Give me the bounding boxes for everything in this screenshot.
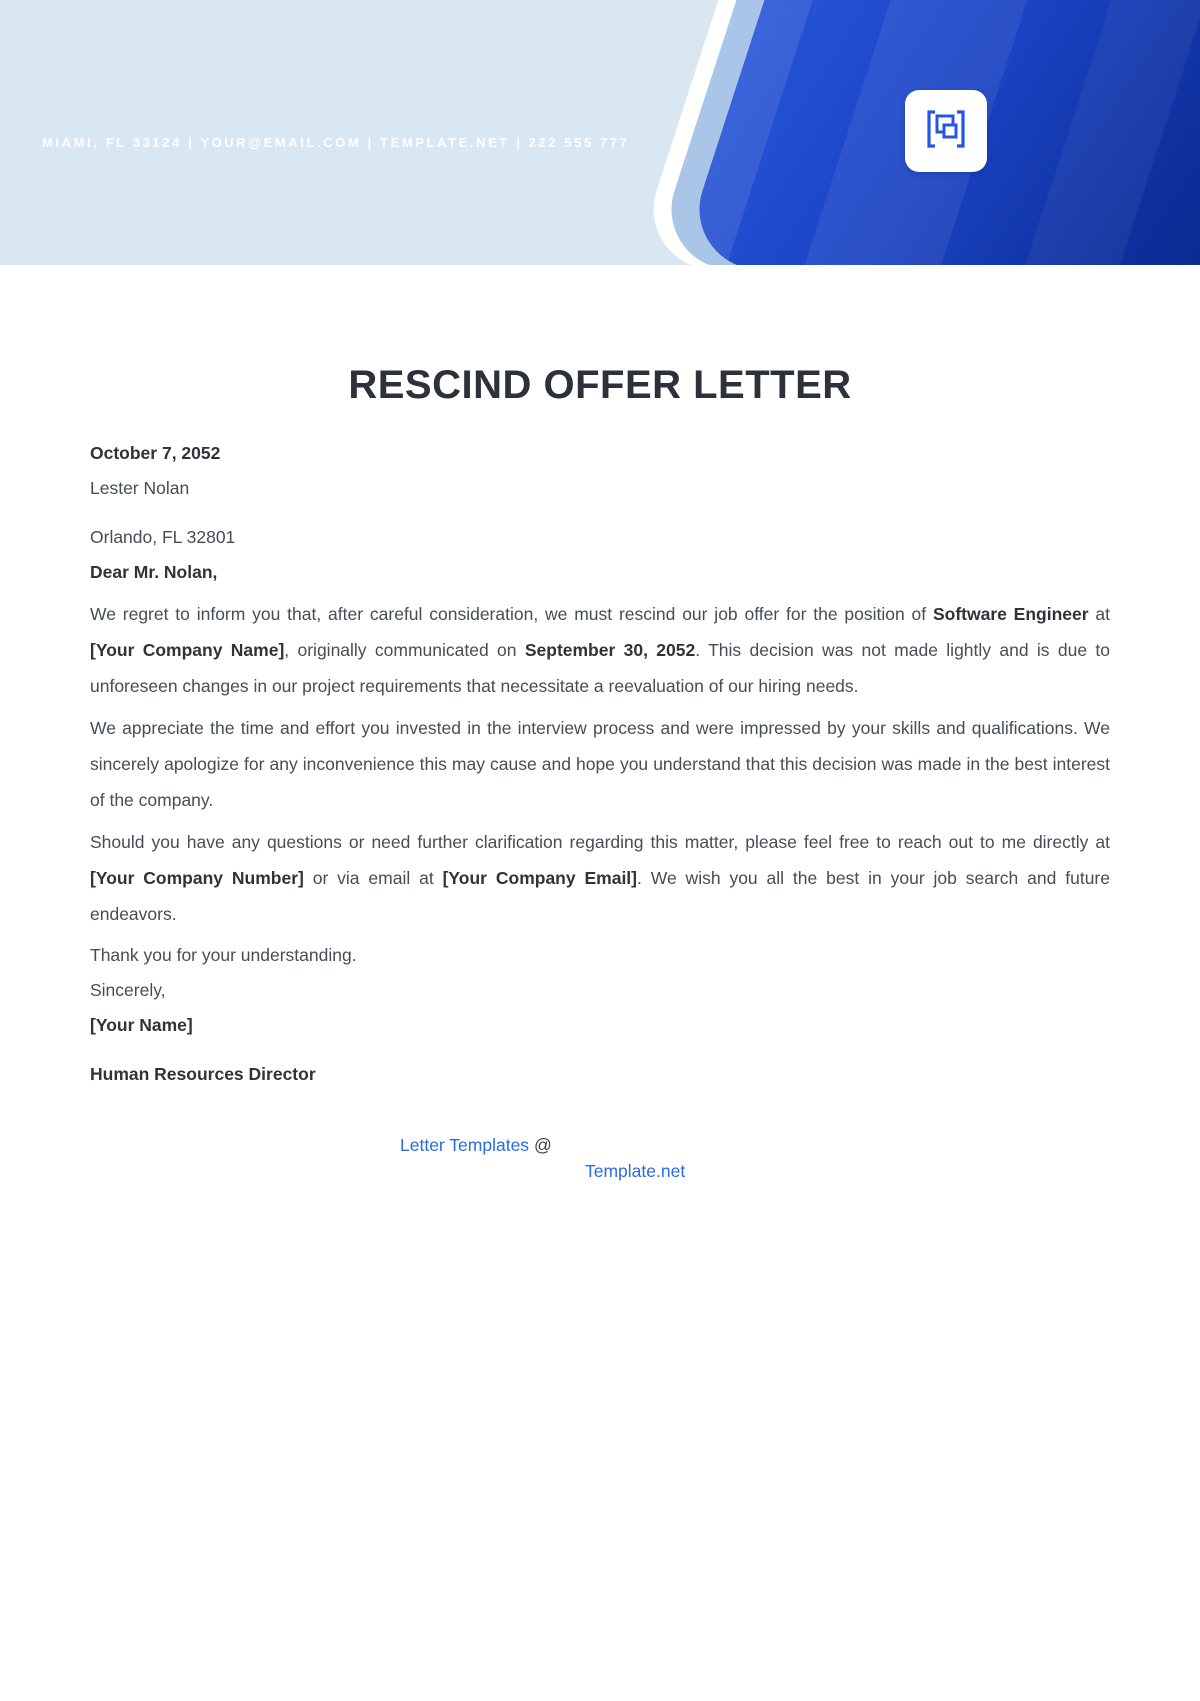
closing-thanks: Thank you for your understanding. — [90, 945, 357, 965]
recipient-address: Orlando, FL 32801 — [90, 527, 236, 547]
at-symbol: @ — [533, 1135, 552, 1155]
letter-templates-link[interactable]: Letter Templates — [400, 1135, 530, 1155]
text-run: , originally communicated on — [284, 640, 525, 660]
paragraph-contact — [90, 824, 1110, 932]
date-line: October 7, 2052 — [90, 443, 221, 463]
attribution-line-1 — [400, 1132, 1110, 1158]
spacer — [90, 506, 1110, 520]
text-run: We regret to inform you that, after careful consideration, we must rescind our job offer for the position of — [90, 604, 933, 624]
paragraph-apology — [90, 710, 1110, 818]
signature-name: [Your Name] — [90, 1015, 193, 1035]
company-name-placeholder: [Your Company Name] — [90, 640, 285, 660]
signature-title: Human Resources Director — [90, 1064, 316, 1084]
spacer — [90, 1043, 1110, 1057]
text-run: . This decision was not made lightly and is due to unforeseen changes in our project requirements that necessitate a reevaluation of our hiring needs. — [90, 640, 1111, 696]
letterhead — [0, 0, 1200, 265]
position-name: Software Engineer — [932, 604, 1089, 624]
text-run: . We wish you all the best in your job search and future endeavors. — [90, 868, 1110, 924]
contact-line: MIAMI, FL 33124 | YOUR@EMAIL.COM | TEMPLATE.NET | 222 555 777 — [42, 135, 630, 150]
text-run: or via email at — [303, 868, 443, 888]
text-run: Should you have any questions or need further clarification regarding this matter, please feel free to reach out to me directly at — [90, 832, 1110, 852]
footer-attribution — [90, 1132, 1110, 1184]
offer-date: September 30, 2052 — [524, 640, 696, 660]
salutation: Dear Mr. Nolan, — [90, 562, 218, 582]
brand-logo — [905, 90, 987, 172]
template-net-link[interactable]: Template.net — [585, 1161, 686, 1181]
inner-stripe — [998, 0, 1200, 265]
company-number-placeholder: [Your Company Number] — [90, 868, 304, 888]
letter-title: RESCIND OFFER LETTER — [348, 363, 852, 407]
text-run: at — [1088, 604, 1110, 624]
template-net-logo-icon — [923, 106, 969, 157]
letter-body — [0, 363, 1200, 1184]
attribution-line-2 — [585, 1158, 1110, 1184]
closing-sincerely: Sincerely, — [90, 980, 166, 1000]
text-run: We appreciate the time and effort you invested in the interview process and were impressed by your skills and qualifications. We sincerely apologize for any inconvenience this may cause and hope you understand that this decision was made in the best interest of the company. — [90, 718, 1110, 810]
recipient-name: Lester Nolan — [90, 478, 190, 498]
company-email-placeholder: [Your Company Email] — [442, 868, 637, 888]
paragraph-rescind — [90, 596, 1110, 704]
